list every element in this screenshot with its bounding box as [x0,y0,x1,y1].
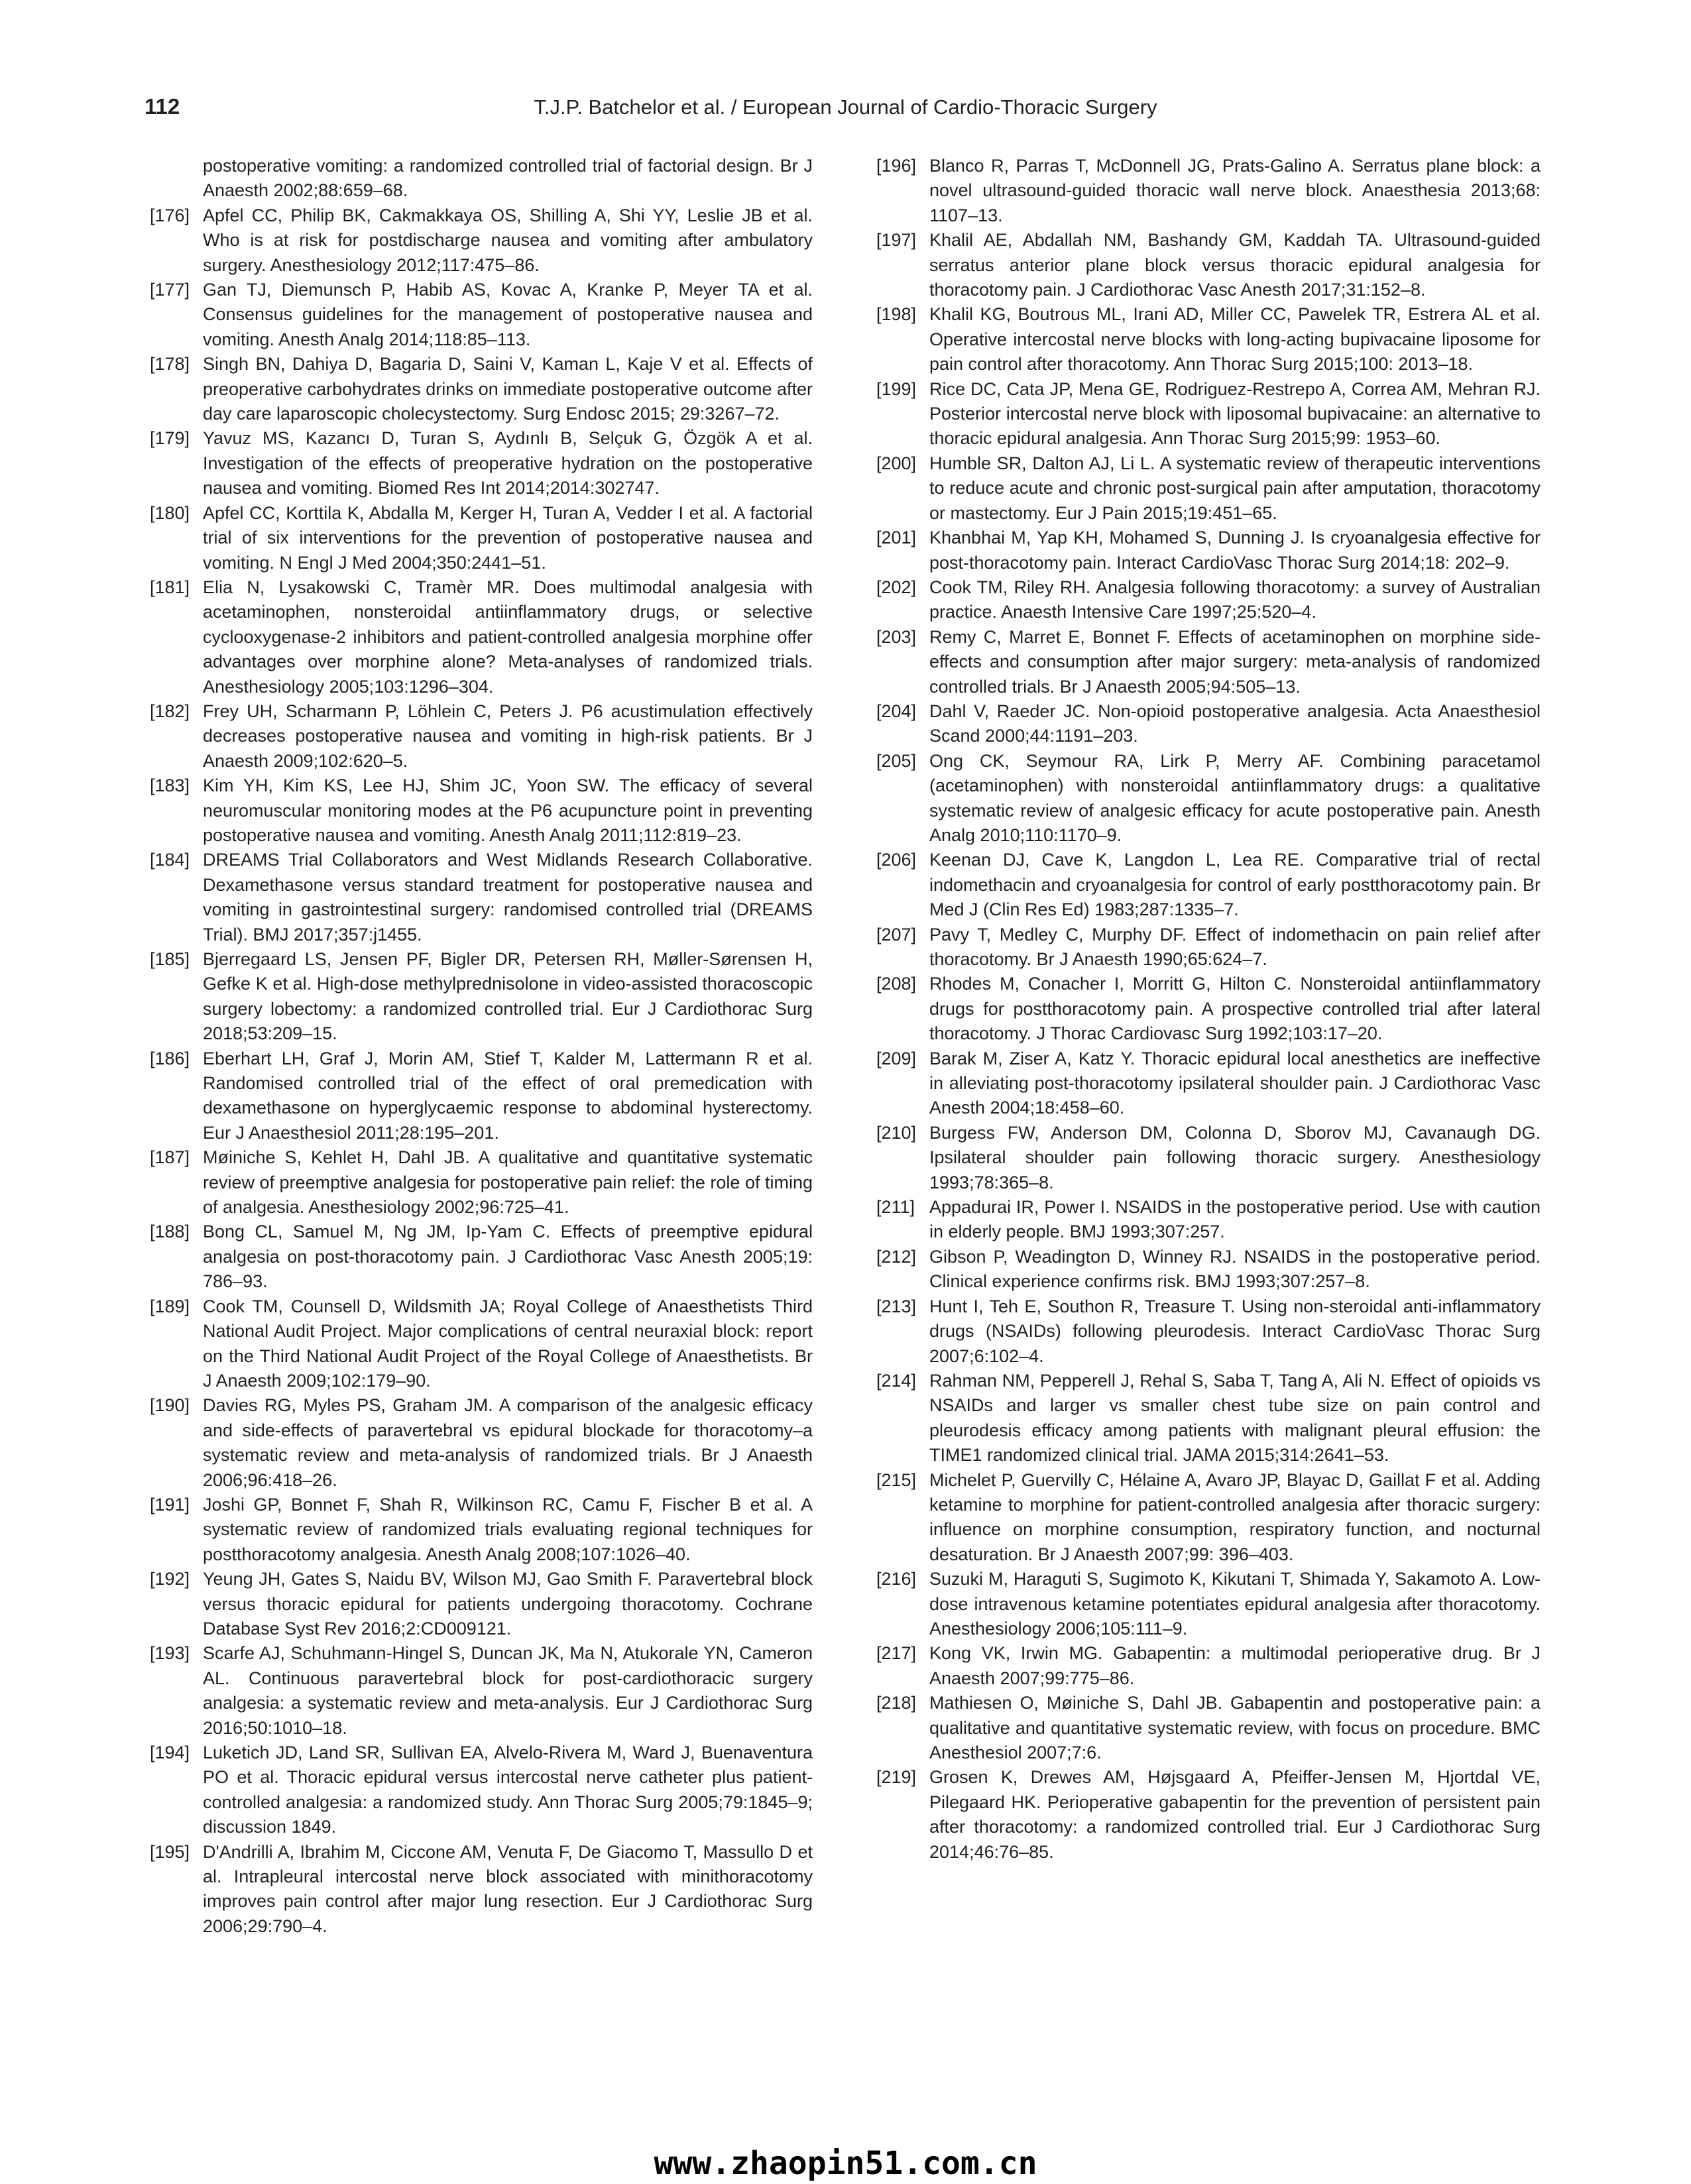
reference-number: [190] [150,1395,190,1416]
reference-text: Michelet P, Guervilly C, Hélaine A, Avaro JP, Blayac D, Gaillat F et al. Adding ketamine to morphine for patient-controlled analgesia after thoracic surgery: influence on morphine consumption, respiratory function, and nocturnal desaturation. Br J Anaesth 2007;99: 396–403. [929,1469,1541,1564]
reference-entry [150,1493,813,1567]
reference-text: Remy C, Marret E, Bonnet F. Effects of acetaminophen on morphine side-effects and consumption after major surgery: meta-analysis of randomized controlled trials. Br J Anaesth 2005;94:505–13. [929,626,1541,697]
reference-number: [201] [876,528,917,548]
reference-text: Khanbhai M, Yap KH, Mohamed S, Dunning J. Is cryoanalgesia effective for post-thoracotomy pain. Interact CardioVasc Thorac Surg 2014;18: 202–9. [929,528,1541,573]
reference-entry [876,972,1541,1046]
reference-column-right [876,154,1541,1865]
page-number: 112 [145,94,180,119]
reference-entry [150,1641,813,1741]
reference-text: Bong CL, Samuel M, Ng JM, Ip-Yam C. Effects of preemptive epidural analgesia on post-thoracotomy pain. J Cardiothorac Vasc Anesth 2005;19: 786–93. [203,1222,813,1292]
reference-text: Kim YH, Kim KS, Lee HJ, Shim JC, Yoon SW. The efficacy of several neuromuscular monitoring modes at the P6 acupuncture point in preventing postoperative nausea and vomiting. Anesth Analg 2011;112:819–23. [203,776,813,845]
reference-number: [208] [876,974,917,994]
reference-number: [219] [876,1767,917,1788]
reference-number: [212] [876,1246,917,1267]
reference-text: Elia N, Lysakowski C, Tramèr MR. Does multimodal analgesia with acetaminophen, nonsteroidal antiinflammatory drugs, or selective cyclooxygenase-2 inhibitors and patient-controlled analgesia morphine offer advantages over morphine alone? Meta-analyses of randomized trials. Anesthesiology 2005;103:1296–304. [203,577,813,697]
reference-number: [178] [150,354,190,374]
reference-text: Blanco R, Parras T, McDonnell JG, Prats-Galino A. Serratus plane block: a novel ultrasound-guided thoracic wall nerve block. Anaesthesia 2013;68: 1107–13. [929,156,1541,225]
reference-number: [183] [150,776,190,796]
reference-entry [150,848,813,947]
reference-number: [211] [876,1197,915,1218]
reference-text: Ong CK, Seymour RA, Lirk P, Merry AF. Combining paracetamol (acetaminophen) with nonsteroidal antiinflammatory drugs: a qualitative systematic review of analgesic efficacy for acute postoperative pain. Anesth Analg 2010;110:1170–9. [929,750,1541,845]
reference-entry [876,923,1541,972]
reference-text: Pavy T, Medley C, Murphy DF. Effect of indomethacin on pain relief after thoracotomy. Br J Anaesth 1990;65:624–7. [929,924,1541,969]
reference-text: Rahman NM, Pepperell J, Rehal S, Saba T, Tang A, Ali N. Effect of opioids vs NSAIDs and larger vs smaller chest tube size on pain control and pleurodesis efficacy among patients with malignant pleural effusion: the TIME1 randomized clinical trial. JAMA 2015;314:2641–53. [929,1370,1541,1466]
reference-number [150,154,203,203]
reference-entry [876,228,1541,302]
reference-text: Suzuki M, Haraguti S, Sugimoto K, Kikutani T, Shimada Y, Sakamoto A. Low-dose intravenous ketamine potentiates epidural analgesia after thoracotomy. Anesthesiology 2006;105:111–9. [929,1569,1541,1638]
reference-entry [876,1245,1541,1294]
reference-entry [150,1145,813,1220]
reference-entry [150,1220,813,1294]
reference-number: [218] [876,1693,917,1713]
reference-entry [876,451,1541,526]
reference-text: D'Andrilli A, Ibrahim M, Ciccone AM, Venuta F, De Giacomo T, Massullo D et al. Intrapleural intercostal nerve block associated with minithoracotomy improves pain control after major lung resection. Eur J Cardiothorac Surg 2006;29:790–4. [203,1841,813,1936]
watermark-url: www.zhaopin51.com.cn [654,2145,1037,2182]
reference-number: [187] [150,1147,190,1168]
reference-entry [150,1047,813,1146]
reference-entry [150,1741,813,1840]
reference-text: Bjerregaard LS, Jensen PF, Bigler DR, Petersen RH, Møller-Sørensen H, Gefke K et al. High-dose methylprednisolone in video-assisted thoracoscopic surgery lobectomy: a randomized controlled trial. Eur J Cardiothorac Surg 2018;53:209–15. [203,949,813,1044]
reference-text: Dahl V, Raeder JC. Non-opioid postoperative analgesia. Acta Anaesthesiol Scand 2000;44:1191–203. [929,701,1541,746]
reference-number: [179] [150,428,190,449]
reference-number: [189] [150,1296,190,1316]
reference-number: [192] [150,1569,190,1589]
reference-entry [876,377,1541,451]
reference-text: Cook TM, Counsell D, Wildsmith JA; Royal College of Anaesthetists Third National Audit Project. Major complications of central neuraxial block: report on the Third National Audit Project of the Royal College of Anaesthetists. Br J Anaesth 2009;102:179–90. [203,1296,813,1391]
reference-number: [198] [876,304,917,325]
reference-number: [216] [876,1569,917,1589]
reference-text: postoperative vomiting: a randomized controlled trial of factorial design. Br J Anaesth 2002;88:659–68. [203,156,813,201]
reference-entry [876,302,1541,376]
reference-entry [876,1121,1541,1195]
reference-number: [200] [876,453,917,473]
reference-entry [150,203,813,278]
reference-number: [210] [876,1122,917,1143]
reference-entry [876,526,1541,575]
reference-number: [197] [876,230,917,251]
reference-number: [177] [150,280,190,300]
reference-entry [150,947,813,1047]
reference-number: [195] [150,1841,190,1862]
reference-number: [213] [876,1296,917,1316]
reference-entry [876,1641,1541,1691]
reference-text: Khalil KG, Boutrous ML, Irani AD, Miller CC, Pawelek TR, Estrera AL et al. Operative intercostal nerve blocks with long-acting bupivacaine liposome for pain control after thoracotomy. Ann Thorac Surg 2015;100: 2013–18. [929,304,1541,374]
reference-text: Yavuz MS, Kazancı D, Turan S, Aydınlı B, Selçuk G, Özgök A et al. Investigation of the effects of preoperative hydration on the postoperative nausea and vomiting. Biomed Res Int 2014;2014:302747. [203,428,813,498]
reference-number: [205] [876,750,917,771]
reference-text: Kong VK, Irwin MG. Gabapentin: a multimodal perioperative drug. Br J Anaesth 2007;99:775–86. [929,1643,1541,1688]
reference-entry [876,1468,1541,1568]
reference-text: Gan TJ, Diemunsch P, Habib AS, Kovac A, Kranke P, Meyer TA et al. Consensus guidelines for the management of postoperative nausea and vomiting. Anesth Analg 2014;118:85–113. [203,280,813,349]
reference-number: [215] [876,1469,917,1490]
reference-number: [180] [150,502,190,523]
reference-entry [876,1195,1541,1245]
reference-entry [150,426,813,500]
reference-text: Burgess FW, Anderson DM, Colonna D, Sborov MJ, Cavanaugh DG. Ipsilateral shoulder pain following thoracic surgery. Anesthesiology 1993;78:365–8. [929,1122,1541,1192]
reference-text: Keenan DJ, Cave K, Langdon L, Lea RE. Comparative trial of rectal indomethacin and cryoanalgesia for control of early postthoracotomy pain. Br Med J (Clin Res Ed) 1983;287:1335–7. [929,850,1541,920]
reference-number: [191] [150,1494,190,1515]
reference-entry [150,1294,813,1394]
reference-entry [876,749,1541,848]
reference-entry [876,1369,1541,1468]
reference-entry [876,1765,1541,1865]
reference-entry [150,774,813,848]
reference-text: Luketich JD, Land SR, Sullivan EA, Alvelo-Rivera M, Ward J, Buenaventura PO et al. Thoracic epidural versus intercostal nerve catheter plus patient-controlled analgesia: a randomized study. Ann Thorac Surg 2005;79:1845–9; discussion 1849. [203,1743,813,1837]
reference-entry [876,154,1541,228]
reference-entry [876,1047,1541,1121]
reference-text: Joshi GP, Bonnet F, Shah R, Wilkinson RC, Camu F, Fischer B et al. A systematic review of randomized trials evaluating regional techniques for postthoracotomy analgesia. Anesth Analg 2008;107:1026–40. [203,1494,813,1564]
reference-number: [196] [876,156,917,176]
reference-text: Grosen K, Drewes AM, Højsgaard A, Pfeiffer-Jensen M, Hjortdal VE, Pilegaard HK. Perioperative gabapentin for the prevention of persistent pain after thoracotomy: a randomized controlled trial. Eur J Cardiothorac Surg 2014;46:76–85. [929,1767,1541,1862]
reference-number: [184] [150,850,190,870]
reference-text: Humble SR, Dalton AJ, Li L. A systematic review of therapeutic interventions to reduce acute and chronic post-surgical pain after amputation, thoracotomy or mastectomy. Eur J Pain 2015;19:451–65. [929,453,1541,523]
reference-entry [876,1294,1541,1369]
reference-number: [185] [150,949,190,969]
reference-text: Khalil AE, Abdallah NM, Bashandy GM, Kaddah TA. Ultrasound-guided serratus anterior plane block versus thoracic epidural analgesia for thoracotomy pain. J Cardiothorac Vasc Anesth 2017;31:152–8. [929,230,1541,300]
reference-text: Scarfe AJ, Schuhmann-Hingel S, Duncan JK, Ma N, Atukorale YN, Cameron AL. Continuous paravertebral block for post-cardiothoracic surgery analgesia: a systematic review and meta-analysis. Eur J Cardiothorac Surg 2016;50:1010–18. [203,1643,813,1738]
reference-text: Appadurai IR, Power I. NSAIDS in the postoperative period. Use with caution in elderly people. BMJ 1993;307:257. [929,1197,1541,1242]
reference-text: Rhodes M, Conacher I, Morritt G, Hilton C. Nonsteroidal antiinflammatory drugs for postthoracotomy pain. A prospective controlled trial after lateral thoracotomy. J Thorac Cardiovasc Surg 1992;103:17–20. [929,974,1541,1044]
reference-number: [186] [150,1048,190,1068]
reference-entry [876,1691,1541,1765]
reference-text: Hunt I, Teh E, Southon R, Treasure T. Using non-steroidal anti-inflammatory drugs (NSAIDs) following pleurodesis. Interact CardioVasc Thorac Surg 2007;6:102–4. [929,1296,1541,1366]
reference-number: [203] [876,626,917,647]
reference-text: Møiniche S, Kehlet H, Dahl JB. A qualitative and quantitative systematic review of preemptive analgesia for postoperative pain relief: the role of timing of analgesia. Anesthesiology 2002;96:725–41. [203,1147,813,1218]
reference-text: Davies RG, Myles PS, Graham JM. A comparison of the analgesic efficacy and side-effects of paravertebral vs epidural blockade for thoracotomy–a systematic review and meta-analysis of randomized trials. Br J Anaesth 2006;96:418–26. [203,1395,813,1490]
reference-number: [209] [876,1048,917,1068]
reference-number: [176] [150,205,190,225]
reference-text: Yeung JH, Gates S, Naidu BV, Wilson MJ, Gao Smith F. Paravertebral block versus thoracic epidural for patients undergoing thoracotomy. Cochrane Database Syst Rev 2016;2:CD009121. [203,1569,813,1638]
reference-text: Apfel CC, Korttila K, Abdalla M, Kerger H, Turan A, Vedder I et al. A factorial trial of six interventions for the prevention of postoperative nausea and vomiting. N Engl J Med 2004;350:2441–51. [203,502,813,573]
reference-text: Rice DC, Cata JP, Mena GE, Rodriguez-Restrepo A, Correa AM, Mehran RJ. Posterior intercostal nerve block with liposomal bupivacaine: an alternative to thoracic epidural analgesia. Ann Thorac Surg 2015;99: 1953–60. [929,378,1541,449]
reference-entry [150,278,813,352]
reference-entry [150,1567,813,1641]
reference-entry [876,1567,1541,1641]
reference-entry [150,352,813,426]
reference-column-left [150,154,813,1939]
reference-number: [181] [150,577,190,597]
reference-number: [188] [150,1222,190,1242]
reference-entry [150,501,813,575]
reference-entry [150,575,813,699]
reference-entry [150,699,813,774]
reference-number: [206] [876,850,917,870]
reference-number: [193] [150,1643,190,1664]
reference-text: DREAMS Trial Collaborators and West Midlands Research Collaborative. Dexamethasone versus standard treatment for postoperative nausea and vomiting in gastrointestinal surgery: randomised controlled trial (DREAMS Trial). BMJ 2017;357:j1455. [203,850,813,945]
reference-number: [182] [150,701,190,721]
reference-entry [150,1840,813,1939]
reference-text: Eberhart LH, Graf J, Morin AM, Stief T, Kalder M, Lattermann R et al. Randomised controlled trial of the effect of oral premedication with dexamethasone on hyperglycaemic response to abdominal hysterectomy. Eur J Anaesthesiol 2011;28:195–201. [203,1048,813,1143]
reference-text: Gibson P, Weadington D, Winney RJ. NSAIDS in the postoperative period. Clinical experience confirms risk. BMJ 1993;307:257–8. [929,1246,1541,1292]
reference-text: Singh BN, Dahiya D, Bagaria D, Saini V, Kaman L, Kaje V et al. Effects of preoperative carbohydrates drinks on immediate postoperative outcome after day care laparoscopic cholecystectomy. Surg Endosc 2015; 29:3267–72. [203,354,813,424]
reference-number: [204] [876,701,917,721]
reference-text: Apfel CC, Philip BK, Cakmakkaya OS, Shilling A, Shi YY, Leslie JB et al. Who is at risk for postdischarge nausea and vomiting after ambulatory surgery. Anesthesiology 2012;117:475–86. [203,205,813,275]
reference-number: [202] [876,577,917,597]
reference-entry [876,848,1541,922]
reference-number: [217] [876,1643,917,1664]
reference-entry [876,625,1541,699]
reference-entry [876,575,1541,625]
reference-text: Barak M, Ziser A, Katz Y. Thoracic epidural local anesthetics are ineffective in alleviating post-thoracotomy ipsilateral shoulder pain. J Cardiothorac Vasc Anesth 2004;18:458–60. [929,1048,1541,1118]
reference-number: [199] [876,378,917,399]
reference-text: Frey UH, Scharmann P, Löhlein C, Peters J. P6 acustimulation effectively decreases postoperative nausea and vomiting in high-risk patients. Br J Anaesth 2009;102:620–5. [203,701,813,771]
reference-number: [207] [876,924,917,945]
reference-number: [194] [150,1743,190,1762]
reference-number: [214] [876,1370,917,1391]
running-head: T.J.P. Batchelor et al. / European Journal of Cardio-Thoracic Surgery [534,95,1157,119]
reference-entry [150,154,813,203]
reference-text: Mathiesen O, Møiniche S, Dahl JB. Gabapentin and postoperative pain: a qualitative and quantitative systematic review, with focus on procedure. BMC Anesthesiol 2007;7:6. [929,1693,1541,1762]
reference-entry [876,699,1541,749]
reference-entry [150,1393,813,1493]
reference-text: Cook TM, Riley RH. Analgesia following thoracotomy: a survey of Australian practice. Anaesth Intensive Care 1997;25:520–4. [929,577,1541,622]
